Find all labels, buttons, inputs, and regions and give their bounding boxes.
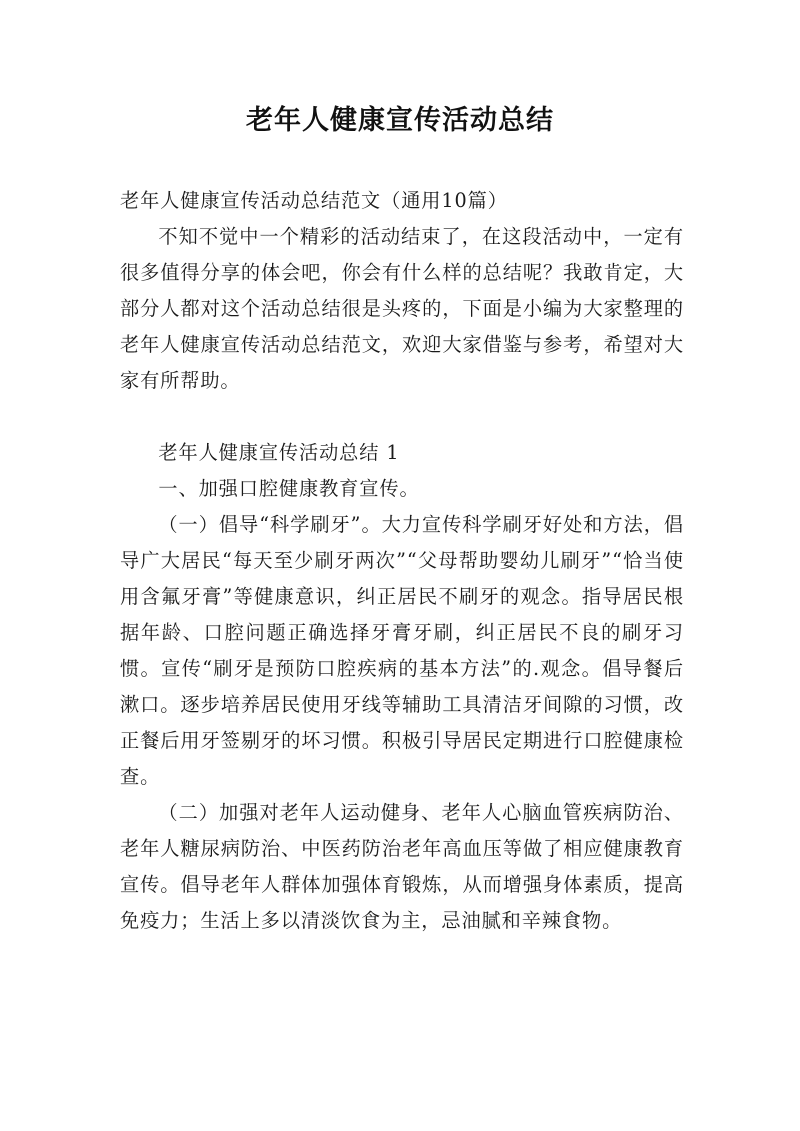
body-paragraph-1: （一）倡导“科学刷牙”。大力宣传科学刷牙好处和方法，倡导广大居民“每天至少刷牙两次”“父母帮助婴幼儿刷牙”“恰当使用含氟牙膏”等健康意识，纠正居民不刷牙的观念。指导居民根据年龄、口腔问题正确选择牙膏牙刷，纠正居民不良的刷牙习惯。宣传“刷牙是预防口腔疾病的基本方法”的.观念。倡导餐后漱口。逐步培养居民使用牙线等辅助工具清洁牙间隙的习惯，改正餐后用牙签剔牙的坏习惯。积极引导居民定期进行口腔健康检查。 [120, 513, 684, 788]
document-subtitle: 老年人健康宣传活动总结范文（通用10篇） [120, 189, 508, 212]
section-heading: 老年人健康宣传活动总结 1 [158, 441, 400, 464]
body-paragraph-2: （二）加强对老年人运动健身、老年人心脑血管疾病防治、老年人糖尿病防治、中医药防治老年高血压等做了相应健康教育宣传。倡导老年人群体加强体育锻炼，从而增强身体素质，提高免疫力；生活上多以清淡饮食为主，忌油腻和辛辣食物。 [120, 801, 684, 932]
intro-paragraph: 不知不觉中一个精彩的活动结束了，在这段活动中，一定有很多值得分享的体会吧，你会有什么样的总结呢？我敢肯定，大部分人都对这个活动总结很是头疼的，下面是小编为大家整理的老年人健康宣传活动总结范文，欢迎大家借鉴与参考，希望对大家有所帮助。 [120, 225, 684, 392]
paragraph-gap [120, 399, 684, 435]
document-body [120, 183, 684, 939]
document-title: 老年人健康宣传活动总结 [246, 105, 554, 136]
point-heading: 一、加强口腔健康教育宣传。 [158, 477, 420, 500]
